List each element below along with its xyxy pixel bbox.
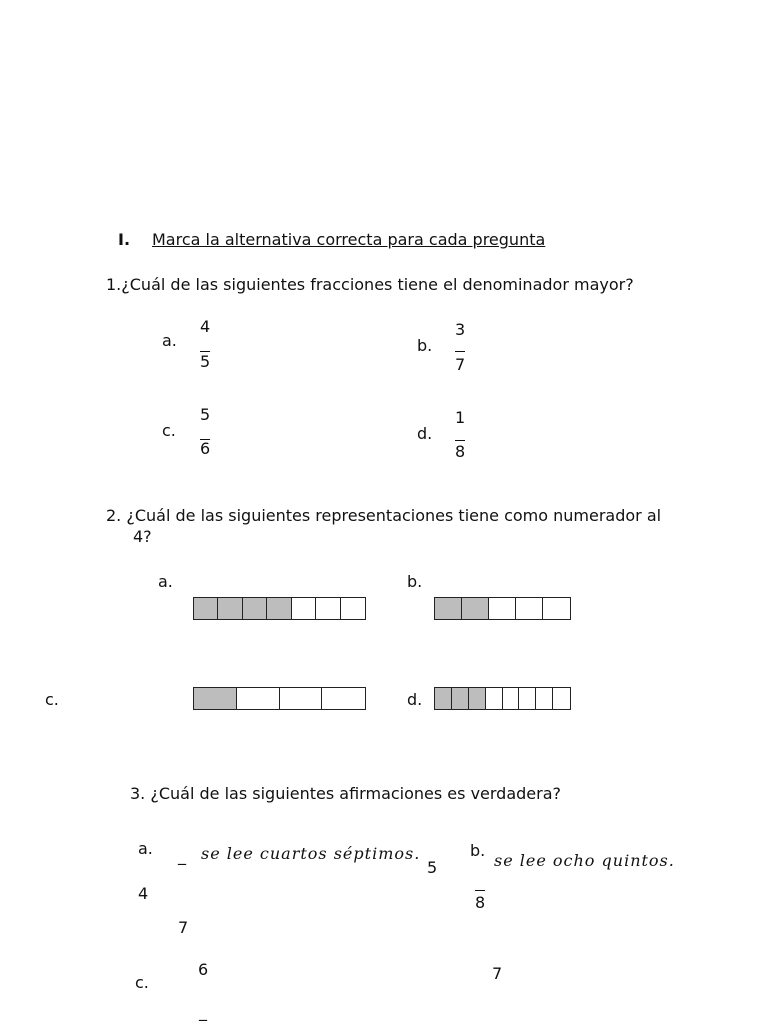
empty-part [322,688,365,709]
q1-option-c-denominator: 6 [200,439,211,458]
section-number: I. [118,230,131,249]
shaded-part [435,598,462,619]
empty-part [280,688,323,709]
empty-part [341,598,365,619]
q1-option-a-numerator: 4 [200,317,211,336]
section-instruction: Marca la alternativa correcta para cada pregunta [152,230,546,249]
empty-part [486,688,503,709]
q3-option-a-denominator: 7 [178,918,189,937]
q1-option-d-numerator: 1 [455,408,466,427]
q3-option-b-fraction-bar [475,890,485,891]
q3-option-c-numerator: 6 [198,960,209,979]
q2-option-d-fraction-bar-diagram [434,687,571,710]
shaded-part [462,598,489,619]
q2-option-a-fraction-bar-diagram [193,597,366,620]
q3-option-b-numerator: 5 [427,858,438,877]
shaded-part [267,598,291,619]
q1-option-b-label: b. [417,336,433,355]
q2-option-c-label: c. [45,690,59,709]
q1-option-c-label: c. [162,421,176,440]
q3-option-c-label: c. [135,973,149,992]
q2-option-c-fraction-bar-diagram [193,687,366,710]
empty-part [536,688,553,709]
question-1: 1.¿Cuál de las siguientes fracciones tiene el denominador mayor? [106,275,634,294]
q1-option-d-fraction-bar [455,440,465,441]
q3-option-b-label: b. [470,841,486,860]
q1-option-a-label: a. [162,331,177,350]
q1-option-b-numerator: 3 [455,320,466,339]
shaded-part [243,598,267,619]
q3-option-a-text: se lee cuartos séptimos. [201,844,421,863]
q2-option-b-fraction-bar-diagram [434,597,571,620]
empty-part [237,688,280,709]
q2-option-a-label: a. [158,572,173,591]
empty-part [516,598,543,619]
empty-part [543,598,570,619]
q3-option-a-dash: _ [178,846,186,865]
question-2-line2: 4? [133,527,152,546]
q1-option-b-fraction-bar [455,351,465,352]
q3-option-b-denominator: 8 [475,893,486,912]
q1-option-d-label: d. [417,424,433,443]
question-3: 3. ¿Cuál de las siguientes afirmaciones es verdadera? [130,784,562,803]
empty-part [553,688,570,709]
empty-part [503,688,520,709]
question-2-line1: 2. ¿Cuál de las siguientes representaciones tiene como numerador al [106,506,662,525]
shaded-part [452,688,469,709]
q1-option-c-numerator: 5 [200,405,211,424]
q2-option-d-label: d. [407,690,423,709]
shaded-part [194,688,237,709]
shaded-part [218,598,242,619]
q3-option-a-numerator: 4 [138,884,149,903]
q1-option-a-denominator: 5 [200,352,211,371]
q1-option-b-denominator: 7 [455,355,466,374]
shaded-part [194,598,218,619]
q3-option-b-text: se lee ocho quintos. [494,851,675,870]
shaded-part [469,688,486,709]
empty-part [489,598,516,619]
q3-option-c-dash: _ [199,1002,207,1021]
empty-part [292,598,316,619]
q1-option-d-denominator: 8 [455,442,466,461]
empty-part [316,598,340,619]
q2-option-b-label: b. [407,572,423,591]
q3-option-a-label: a. [138,839,153,858]
shaded-part [435,688,452,709]
empty-part [519,688,536,709]
q3-option-c-extra: 7 [492,964,503,983]
